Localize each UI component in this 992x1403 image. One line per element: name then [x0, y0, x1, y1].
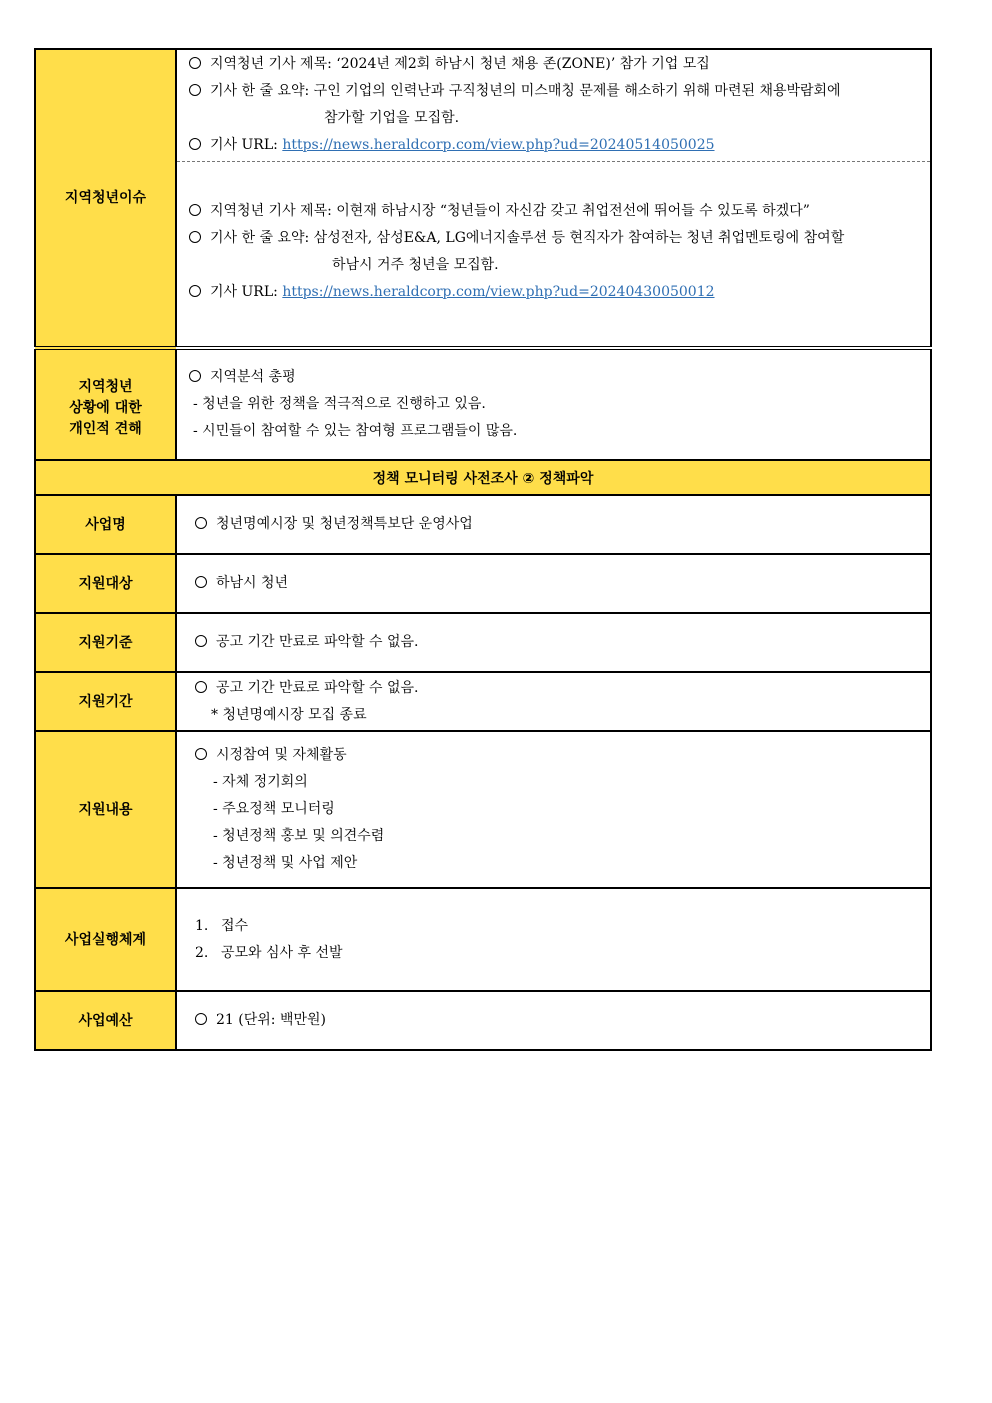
circle-bullet-icon [195, 517, 207, 529]
policy-document [34, 48, 932, 1051]
circle-bullet-icon [189, 204, 201, 216]
opinion-label: 지역청년 상황에 대한 개인적 견해 [35, 348, 176, 460]
target-value: 하남시 청년 [216, 575, 289, 591]
article-2: 지역청년 기사 제목: 이현재 하남시장 “청년들이 자신감 갖고 취업전선에 뛰어들 수 있도록 하겠다” 기사 한 줄 요약: 삼성전자, 삼성E&A, LG에너지솔루션 등 현직자가 참여하는 청년 취업멘토링에 참여할 하남시 거주 청년을 모집함. 기사 URL: https://news.heraldcorp.com/view.php?ud=20240430050012 [177, 162, 930, 346]
circle-bullet-icon [189, 231, 201, 243]
article-2-summary: 삼성전자, 삼성E&A, LG에너지솔루션 등 현직자가 참여하는 청년 취업멘토링에 참여할 [313, 230, 845, 246]
article-1: 지역청년 기사 제목: ‘2024년 제2회 하남시 청년 채용 존(ZONE)’ 참가 기업 모집 기사 한 줄 요약: 구인 기업의 인력난과 구직청년의 미스매칭 문제를 해소하기 위해 마련된 채용박람회에 참가할 기업을 모집함. 기사 URL: https://news.heraldcorp.com/view.php?ud=20240514050025 [177, 50, 930, 162]
contents-heading: 시정참여 및 자체활동 [216, 747, 347, 763]
budget-value: 21 (단위: 백만원) [216, 1012, 326, 1028]
target-row: 지원대상 하남시 청년 [35, 554, 931, 613]
business-name-row: 사업명 청년명예시장 및 청년정책특보단 운영사업 [35, 495, 931, 554]
circle-bullet-icon [189, 138, 201, 150]
policy-table [34, 48, 932, 1051]
circle-bullet-icon [195, 635, 207, 647]
circle-bullet-icon [189, 370, 201, 382]
circle-bullet-icon [195, 681, 207, 693]
circle-bullet-icon [195, 576, 207, 588]
circle-bullet-icon [189, 57, 201, 69]
circle-bullet-icon [189, 84, 201, 96]
period-row: 지원기간 공고 기간 만료로 파악할 수 없음. * 청년명예시장 모집 종료 [35, 672, 931, 731]
circle-bullet-icon [189, 285, 201, 297]
circle-bullet-icon [195, 1013, 207, 1025]
article-1-url-link[interactable]: https://news.heraldcorp.com/view.php?ud=20240514050025 [282, 137, 715, 153]
section-header-row [35, 460, 931, 495]
article-2-title: 이현재 하남시장 “청년들이 자신감 갖고 취업전선에 뛰어들 수 있도록 하겠다” [336, 203, 810, 219]
business-name-value: 청년명예시장 및 청년정책특보단 운영사업 [216, 516, 473, 532]
issue-row [35, 49, 931, 348]
contents-row: 지원내용 시정참여 및 자체활동 - 자체 정기회의 - 주요정책 모니터링 - 청년정책 홍보 및 의견수렴 - 청년정책 및 사업 제안 [35, 731, 931, 888]
budget-row: 사업예산 21 (단위: 백만원) [35, 991, 931, 1050]
criteria-value: 공고 기간 만료로 파악할 수 없음. [216, 634, 419, 650]
article-2-url-link[interactable]: https://news.heraldcorp.com/view.php?ud=20240430050012 [282, 284, 715, 300]
period-value: 공고 기간 만료로 파악할 수 없음. [216, 679, 419, 696]
opinion-heading: 지역분석 총평 [210, 369, 296, 385]
criteria-row: 지원기준 공고 기간 만료로 파악할 수 없음. [35, 613, 931, 672]
opinion-row: 지역청년 상황에 대한 개인적 견해 지역분석 총평 - 청년을 위한 정책을 적극적으로 진행하고 있음. - 시민들이 참여할 수 있는 참여형 프로그램들이 많음. [35, 348, 931, 460]
issue-label: 지역청년이슈 [35, 49, 176, 348]
article-1-title: ‘2024년 제2회 하남시 청년 채용 존(ZONE)’ 참가 기업 모집 [336, 56, 710, 72]
section-title: 정책 모니터링 사전조사 ② 정책파악 [35, 460, 931, 495]
system-row: 사업실행체계 1. 접수 2. 공모와 심사 후 선발 [35, 888, 931, 991]
circle-bullet-icon [195, 748, 207, 760]
article-1-summary: 구인 기업의 인력난과 구직청년의 미스매칭 문제를 해소하기 위해 마련된 채용박람회에 [313, 83, 841, 99]
period-note: * 청년명예시장 모집 종료 [211, 706, 367, 723]
